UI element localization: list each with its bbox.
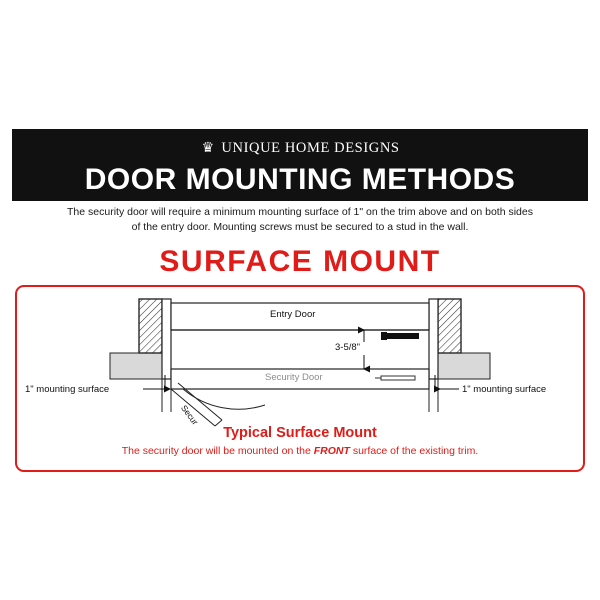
- section-title: SURFACE MOUNT: [159, 245, 441, 278]
- entry-door-label: Entry Door: [270, 309, 316, 320]
- brand-name: UNIQUE HOME DESIGNS: [221, 139, 400, 156]
- caption-sub-emphasis: FRONT: [313, 445, 350, 457]
- swing-label: Secur: [179, 403, 201, 427]
- caption-subtitle: [0, 445, 600, 457]
- security-door-label: Security Door: [265, 372, 323, 383]
- page-title: DOOR MOUNTING METHODS: [84, 163, 516, 196]
- right-mounting-surface-label: 1" mounting surface: [462, 384, 547, 395]
- caption-sub-after: surface of the existing trim.: [349, 445, 479, 457]
- brand-row: [12, 129, 588, 160]
- surface-mount-diagram: [15, 285, 585, 472]
- intro-line-1: The security door will require a minimum mounting surface of 1" on the trim above and on both sides: [67, 206, 533, 218]
- caption-title: Typical Surface Mount: [223, 425, 377, 441]
- header-banner: [12, 129, 588, 201]
- left-mounting-surface-label: 1" mounting surface: [25, 384, 110, 395]
- intro-line-2: of the entry door. Mounting screws must be secured to a stud in the wall.: [131, 221, 469, 233]
- caption-sub-before: The security door will be mounted on the: [121, 445, 314, 457]
- intro-paragraph: [22, 205, 578, 235]
- crown-icon: ♛: [201, 140, 215, 156]
- dimension-label: 3-5/8": [335, 342, 361, 353]
